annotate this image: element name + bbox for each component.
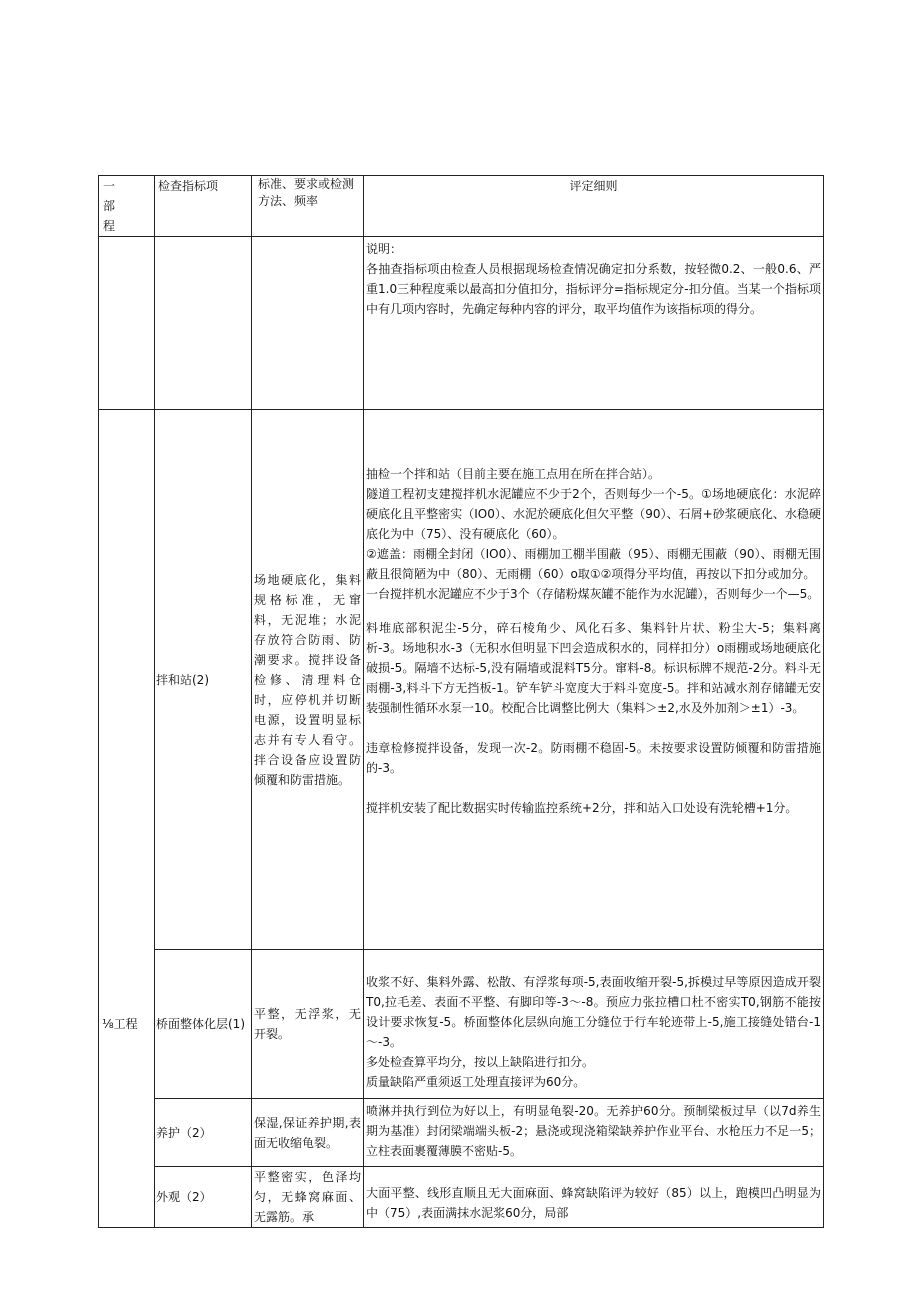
bridge-rule-1: 收浆不好、集料外露、松散、有浮浆每项-5,表面收缩开裂-5,拆模过早等原因造成开裂T0,拉毛差、表面不平整、有脚印等-3～-8。预应力张拉槽口杜不密实T0,钢筋不能按设计要求恢复-5。桥面整体化层纵向施工分缝位于行车轮迹带上-5,施工接缝处错台-1～-3。 (366, 975, 821, 1049)
part-label: ⅛工程 (99, 410, 155, 1228)
curing-rules: 喷淋并执行到位为好以上，有明显龟裂-20。无养护60分。预制梁板过早（以7d养生期为基准）封闭梁端端头板-2；悬浇或现浇箱梁缺养护作业平台、水枪压力不足一5；立柱表面裹覆薄膜不密贴-5。 (366, 1104, 821, 1158)
appearance-item: 外观（2） (155, 1167, 252, 1228)
mixing-rule-7: 搅拌机安装了配比数据实时传输监控系统+2分，拌和站入口处设有洗轮槽+1分。 (366, 801, 798, 815)
bridge-standard-cell (252, 950, 364, 1099)
mixing-rule-5: 料堆底部积泥尘-5分，碎石棱角少、风化石多、集料针片状、粉尘大-5；集料离析-3。场地积水-3（无积水但明显下凹会造成积水的，同样扣分）o雨棚或场地硬底化破损-5。隔墙不达标-5,没有隔墙或混料T5分。窜料-8。标识标牌不规范-2分。料斗无雨棚-3,料斗下方无挡板-1。铲车铲斗宽度大于料斗宽度-5。拌和站减水剂存储罐无安装强制性循环水泵一10。校配合比调整比例大（集料＞±2,水及外加剂＞±1）-3。 (366, 621, 821, 715)
mixing-rules-cell (364, 410, 824, 950)
note-item-cell (155, 237, 252, 410)
appearance-standard-cell (252, 1167, 364, 1228)
bridge-rule-2: 多处检查算平均分，按以上缺陷进行扣分。 (366, 1055, 595, 1069)
header-item: 检查指标项 (155, 176, 252, 237)
header-standard: 标准、要求或检测方法、频率 (252, 176, 364, 237)
mixing-standard: 场地硬底化，集料规格标准，无窜料，无泥堆；水泥存放符合防雨、防潮要求。搅拌设备检修、清理料仓时，应停机并切断电源，设置明显标志并有专人看守。拌合设备应设置防倾覆和防雷措施。 (254, 572, 361, 787)
bridge-rule-3: 质量缺陷严重须返工处理直接评为60分。 (366, 1075, 586, 1089)
note-rules-cell (364, 237, 824, 410)
note-row (99, 237, 824, 410)
header-part: 一 部 程 (99, 176, 155, 237)
mixing-item: 拌和站(2) (155, 410, 252, 950)
curing-item: 养护（2） (155, 1099, 252, 1167)
mixing-rule-1: 抽检一个拌和站（目前主要在施工点用在所在拌合站）。 (366, 467, 661, 481)
bridge-item: 桥面整体化层(1) (155, 950, 252, 1099)
bridge-row (99, 950, 824, 1099)
note-standard-cell (252, 237, 364, 410)
curing-rules-cell (364, 1099, 824, 1167)
mixing-rule-3: ②遮盖：雨棚全封闭（IO0）、雨棚加工棚半围蔽（95）、雨棚无围蔽（90）、雨棚无围蔽且很简陋为中（80）、无雨棚（60）o取①②项得分平均值，再按以下扣分或加分。 (366, 547, 821, 581)
mixing-rule-6: 违章检修搅拌设备，发现一次-2。防雨棚不稳固-5。未按要求设置防倾覆和防雷措施的-3。 (366, 741, 821, 775)
mixing-row (99, 410, 824, 950)
mixing-rule-4: 一台搅拌机水泥罐应不少于3个（存储粉煤灰罐不能作为水泥罐），否则每少一个—5。 (366, 587, 820, 601)
mixing-standard-cell (252, 410, 364, 950)
appearance-rules-cell (364, 1167, 824, 1228)
note-title: 说明： (366, 242, 403, 256)
appearance-standard: 平整密实，色泽均匀，无蜂窝麻面、无露筋。承 (254, 1170, 361, 1224)
bridge-rules-cell (364, 950, 824, 1099)
header-row (99, 176, 824, 237)
header-rules: 评定细则 (364, 176, 824, 237)
curing-standard: 保湿,保证养护期,表面无收缩龟裂。 (254, 1115, 361, 1150)
appearance-rules: 大面平整、线形直顺且无大面麻面、蜂窝缺陷评为较好（85）以上，跑模凹凸明显为中（75）,表面满抹水泥浆60分，局部 (366, 1186, 821, 1220)
mixing-rule-2: 隧道工程初支建搅拌机水泥罐应不少于2个，否则每少一个-5。①场地硬底化：水泥碎硬底化且平整密实（IO0）、水泥於硬底化但欠平整（90）、石屑+砂浆硬底化、水稳硬底化为中（75）、没有硬底化（60）。 (366, 487, 821, 541)
inspection-table (98, 175, 824, 1228)
note-part-cell (99, 237, 155, 410)
appearance-row (99, 1167, 824, 1228)
curing-standard-cell (252, 1099, 364, 1167)
note-body: 各抽查指标项由检查人员根据现场检查情况确定扣分系数，按轻微0.2、一般0.6、严重1.0三种程度乘以最高扣分值扣分，指标评分=指标规定分-扣分值。当某一个指标项中有几项内容时，先确定每种内容的评分，取平均值作为该指标项的得分。 (366, 262, 821, 316)
curing-row (99, 1099, 824, 1167)
bridge-standard: 平整，无浮浆，无开裂。 (254, 1007, 361, 1041)
